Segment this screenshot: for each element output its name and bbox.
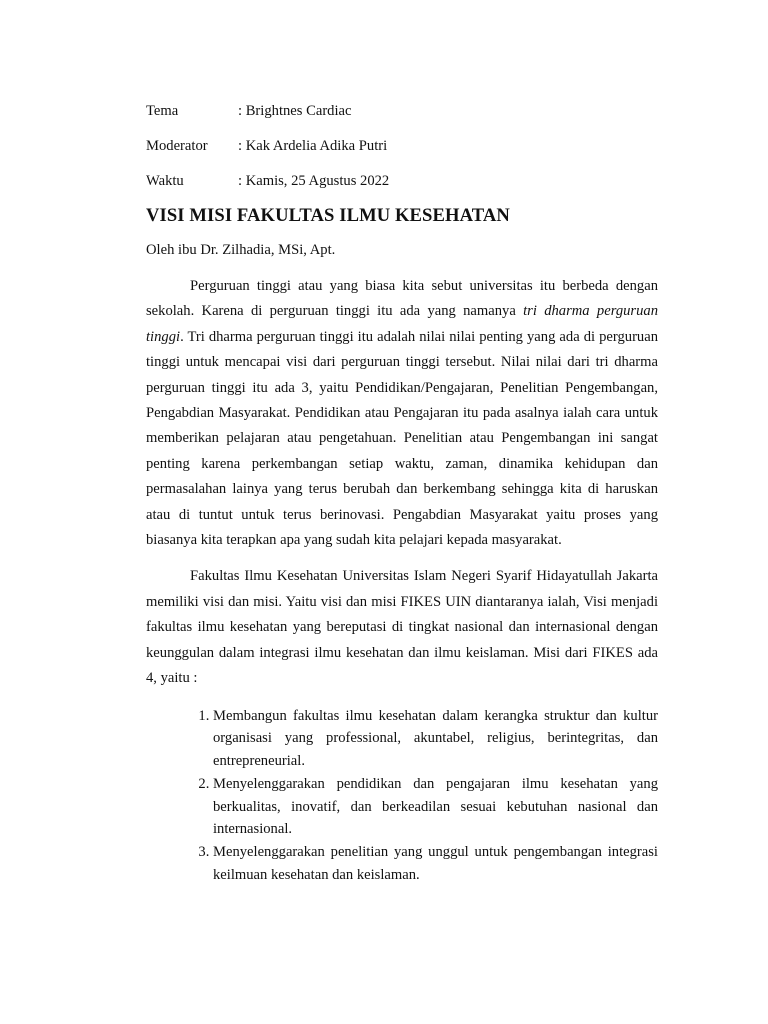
meta-label: Tema — [146, 103, 179, 119]
document-page — [146, 100, 658, 887]
misi-list — [146, 705, 658, 887]
paragraph-text: . Tri dharma perguruan tinggi itu adalah nilai nilai penting yang ada di perguruan tinggi untuk mencapai visi dari perguruan tinggi tersebut. Nilai nilai dari tri dharma perguruan tinggi itu ada 3, yaitu Pendidikan/Pengajaran, Penelitian Pengembangan, Pengabdian Masyarakat. Pendidikan atau Pengajaran itu pada asalnya ialah cara untuk memberikan pelajaran atau pengetahuan. Penelitian atau Pengembangan ini sangat penting karena perkembangan setiap waktu, zaman, dinamika kehidupan dan permasalahan lainya yang terus berubah dan berkembang sehingga kita di haruskan atau di tuntut untuk terus berinovasi. Pengabdian Masyarakat yaitu proses yang biasanya kita terapkan apa yang sudah kita pelajari kepada masyarakat. — [146, 328, 658, 549]
meta-row-tema — [146, 100, 658, 123]
italic-term: tri dharma perguruan tinggi — [146, 303, 658, 345]
list-item: 2. Menyelenggarakan pendidikan dan pengajaran ilmu kesehatan yang berkualitas, inovatif, dan berkeadilan sesuai kebutuhan nasional dan internasional. — [213, 773, 658, 841]
paragraph-tri-dharma — [146, 274, 658, 553]
meta-row-moderator — [146, 135, 658, 158]
paragraph-visi: Fakultas Ilmu Kesehatan Universitas Islam Negeri Syarif Hidayatullah Jakarta memiliki visi dan misi. Yaitu visi dan misi FIKES UIN diantaranya ialah, Visi menjadi fakultas ilmu kesehatan yang bereputasi di tingkat nasional dan internasional dengan keunggulan dalam integrasi ilmu kesehatan dan ilmu keislaman. Misi dari FIKES ada 4, yaitu : — [146, 568, 658, 687]
meta-value: : Kamis, 25 Agustus 2022 — [238, 173, 390, 189]
meta-value: : Brightnes Cardiac — [238, 103, 352, 119]
paragraph-text: Perguruan tinggi atau yang biasa kita sebut universitas itu berbeda dengan sekolah. Karena di perguruan tinggi itu ada yang namanya — [146, 278, 658, 320]
author-line: Oleh ibu Dr. Zilhadia, MSi, Apt. — [146, 242, 336, 258]
list-item: 1. Membangun fakultas ilmu kesehatan dalam kerangka struktur dan kultur organisasi yang professional, akuntabel, religius, berintegritas, dan entrepreneurial. — [213, 705, 658, 773]
meta-value: : Kak Ardelia Adika Putri — [238, 138, 388, 154]
list-item: 3. Menyelenggarakan penelitian yang unggul untuk pengembangan integrasi keilmuan kesehatan dan keislaman. — [213, 841, 658, 887]
meta-row-waktu — [146, 170, 658, 193]
meta-label: Waktu — [146, 173, 184, 189]
document-title: VISI MISI FAKULTAS ILMU KESEHATAN — [146, 205, 510, 226]
meta-label: Moderator — [146, 138, 208, 154]
